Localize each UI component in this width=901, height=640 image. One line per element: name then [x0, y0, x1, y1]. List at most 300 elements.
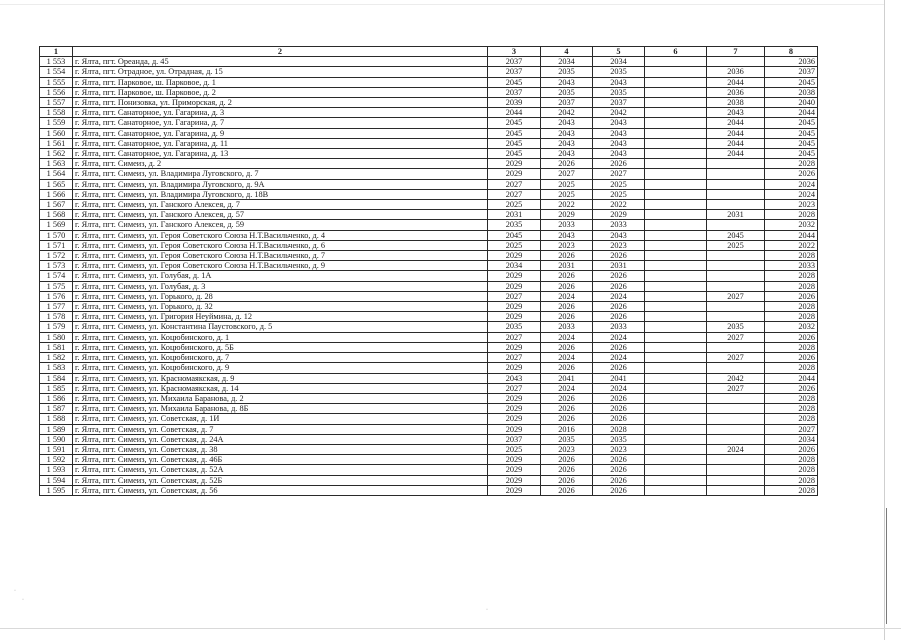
- row-number-cell: 1 590: [40, 434, 73, 444]
- year-cell: [645, 332, 707, 342]
- table-row: [40, 404, 818, 414]
- address-cell: г. Ялта, пгт. Симеиз, ул. Коцюбинского, д. 9: [73, 363, 488, 373]
- row-number-cell: 1 565: [40, 179, 73, 189]
- address-cell: г. Ялта, пгт. Санаторное, ул. Гагарина, д. 9: [73, 128, 488, 138]
- year-cell: 2022: [765, 240, 818, 250]
- year-cell: 2035: [707, 322, 765, 332]
- row-number-cell: 1 558: [40, 108, 73, 118]
- table-row: [40, 210, 818, 220]
- year-cell: [645, 87, 707, 97]
- year-cell: 2026: [765, 383, 818, 393]
- year-cell: [645, 444, 707, 454]
- year-cell: [645, 271, 707, 281]
- year-cell: [645, 485, 707, 495]
- table-row: [40, 108, 818, 118]
- year-cell: [645, 424, 707, 434]
- year-cell: 2037: [488, 67, 541, 77]
- address-cell: г. Ялта, пгт. Санаторное, ул. Гагарина, д. 11: [73, 138, 488, 148]
- year-cell: 2034: [541, 57, 593, 67]
- address-cell: г. Ялта, пгт. Симеиз, ул. Героя Советского Союза Н.Т.Васильченко, д. 9: [73, 261, 488, 271]
- year-cell: 2035: [593, 87, 645, 97]
- year-cell: 2035: [541, 87, 593, 97]
- row-number-cell: 1 573: [40, 261, 73, 271]
- year-cell: 2041: [593, 373, 645, 383]
- header-cell: 7: [707, 47, 765, 57]
- table-row: [40, 312, 818, 322]
- year-cell: [707, 281, 765, 291]
- year-cell: [707, 404, 765, 414]
- year-cell: [645, 98, 707, 108]
- year-cell: 2026: [765, 169, 818, 179]
- address-cell: г. Ялта, пгт. Симеиз, ул. Голубая, д. 1А: [73, 271, 488, 281]
- year-cell: 2029: [488, 475, 541, 485]
- year-cell: [707, 302, 765, 312]
- year-cell: [645, 291, 707, 301]
- year-cell: 2029: [488, 363, 541, 373]
- year-cell: 2026: [593, 302, 645, 312]
- year-cell: 2024: [541, 291, 593, 301]
- year-cell: 2028: [765, 210, 818, 220]
- year-cell: 2029: [488, 271, 541, 281]
- year-cell: 2024: [593, 383, 645, 393]
- year-cell: 2029: [488, 342, 541, 352]
- year-cell: 2027: [488, 179, 541, 189]
- table-row: [40, 353, 818, 363]
- row-number-cell: 1 588: [40, 414, 73, 424]
- year-cell: [645, 322, 707, 332]
- year-cell: 2045: [488, 128, 541, 138]
- year-cell: 2037: [488, 434, 541, 444]
- year-cell: [707, 455, 765, 465]
- address-cell: г. Ялта, пгт. Симеиз, ул. Ганского Алексея, д. 7: [73, 200, 488, 210]
- year-cell: 2045: [765, 149, 818, 159]
- year-cell: 2029: [541, 210, 593, 220]
- address-cell: г. Ялта, пгт. Симеиз, ул. Советская, д. 52Б: [73, 475, 488, 485]
- address-cell: г. Ялта, пгт. Симеиз, ул. Советская, д. 7: [73, 424, 488, 434]
- year-cell: 2023: [541, 240, 593, 250]
- year-cell: [645, 149, 707, 159]
- year-cell: 2026: [765, 444, 818, 454]
- table-row: [40, 179, 818, 189]
- address-cell: г. Ялта, пгт. Симеиз, ул. Героя Советского Союза Н.Т.Васильченко, д. 4: [73, 230, 488, 240]
- row-number-cell: 1 577: [40, 302, 73, 312]
- address-cell: г. Ялта, пгт. Симеиз, ул. Советская, д. 24А: [73, 434, 488, 444]
- address-cell: г. Ялта, пгт. Понизовка, ул. Приморская, д. 2: [73, 98, 488, 108]
- year-cell: 2026: [541, 281, 593, 291]
- table-row: [40, 455, 818, 465]
- year-cell: [645, 179, 707, 189]
- year-cell: 2023: [593, 240, 645, 250]
- header-cell: 5: [593, 47, 645, 57]
- year-cell: 2024: [593, 332, 645, 342]
- year-cell: [707, 475, 765, 485]
- row-number-cell: 1 555: [40, 77, 73, 87]
- row-number-cell: 1 580: [40, 332, 73, 342]
- year-cell: 2027: [707, 291, 765, 301]
- year-cell: 2037: [488, 87, 541, 97]
- page-right-edge: [884, 0, 885, 640]
- table-row: [40, 98, 818, 108]
- row-number-cell: 1 554: [40, 67, 73, 77]
- year-cell: 2036: [707, 67, 765, 77]
- year-cell: 2045: [765, 128, 818, 138]
- year-cell: [645, 455, 707, 465]
- address-cell: г. Ялта, пгт. Симеиз, ул. Константина Паустовского, д. 5: [73, 322, 488, 332]
- year-cell: 2025: [488, 240, 541, 250]
- year-cell: 2023: [541, 444, 593, 454]
- table-row: [40, 149, 818, 159]
- year-cell: 2025: [593, 189, 645, 199]
- year-cell: 2028: [765, 271, 818, 281]
- year-cell: 2026: [765, 353, 818, 363]
- year-cell: 2024: [593, 353, 645, 363]
- year-cell: 2028: [593, 424, 645, 434]
- year-cell: 2026: [541, 342, 593, 352]
- row-number-cell: 1 574: [40, 271, 73, 281]
- table-header-row: [40, 47, 818, 57]
- table-row: [40, 434, 818, 444]
- year-cell: 2034: [593, 57, 645, 67]
- year-cell: 2035: [541, 434, 593, 444]
- year-cell: 2033: [541, 322, 593, 332]
- table-row: [40, 485, 818, 495]
- address-cell: г. Ялта, пгт. Симеиз, ул. Коцюбинского, д. 7: [73, 353, 488, 363]
- year-cell: 2033: [765, 261, 818, 271]
- year-cell: 2026: [593, 485, 645, 495]
- year-cell: 2027: [488, 189, 541, 199]
- table-row: [40, 159, 818, 169]
- table-row: [40, 332, 818, 342]
- year-cell: 2025: [593, 179, 645, 189]
- year-cell: 2044: [707, 138, 765, 148]
- year-cell: 2026: [593, 393, 645, 403]
- table-row: [40, 128, 818, 138]
- table-row: [40, 291, 818, 301]
- year-cell: [707, 57, 765, 67]
- row-number-cell: 1 569: [40, 220, 73, 230]
- year-cell: 2024: [541, 353, 593, 363]
- address-cell: г. Ялта, пгт. Парковое, ш. Парковое, д. 1: [73, 77, 488, 87]
- year-cell: 2026: [593, 414, 645, 424]
- year-cell: 2044: [707, 77, 765, 87]
- year-cell: 2027: [541, 169, 593, 179]
- year-cell: 2028: [765, 251, 818, 261]
- row-number-cell: 1 567: [40, 200, 73, 210]
- row-number-cell: 1 563: [40, 159, 73, 169]
- year-cell: 2045: [707, 230, 765, 240]
- year-cell: 2036: [707, 87, 765, 97]
- year-cell: 2043: [593, 77, 645, 87]
- table-row: [40, 271, 818, 281]
- year-cell: 2035: [488, 220, 541, 230]
- year-cell: 2029: [488, 169, 541, 179]
- year-cell: 2032: [765, 322, 818, 332]
- year-cell: 2042: [541, 108, 593, 118]
- year-cell: 2033: [593, 322, 645, 332]
- year-cell: [707, 261, 765, 271]
- year-cell: [645, 128, 707, 138]
- row-number-cell: 1 560: [40, 128, 73, 138]
- row-number-cell: 1 575: [40, 281, 73, 291]
- year-cell: [707, 169, 765, 179]
- year-cell: [707, 220, 765, 230]
- year-cell: 2023: [593, 444, 645, 454]
- year-cell: [645, 373, 707, 383]
- year-cell: [645, 240, 707, 250]
- year-cell: [645, 302, 707, 312]
- year-cell: [645, 200, 707, 210]
- year-cell: 2026: [593, 465, 645, 475]
- year-cell: [645, 363, 707, 373]
- year-cell: [707, 414, 765, 424]
- year-cell: 2031: [488, 210, 541, 220]
- row-number-cell: 1 594: [40, 475, 73, 485]
- year-cell: 2035: [593, 434, 645, 444]
- year-cell: 2016: [541, 424, 593, 434]
- year-cell: 2026: [541, 465, 593, 475]
- table-row: [40, 230, 818, 240]
- year-cell: [645, 342, 707, 352]
- row-number-cell: 1 585: [40, 383, 73, 393]
- row-number-cell: 1 583: [40, 363, 73, 373]
- year-cell: 2037: [541, 98, 593, 108]
- year-cell: 2029: [488, 485, 541, 495]
- year-cell: 2025: [488, 200, 541, 210]
- year-cell: 2033: [541, 220, 593, 230]
- year-cell: 2034: [765, 434, 818, 444]
- row-number-cell: 1 584: [40, 373, 73, 383]
- year-cell: [707, 189, 765, 199]
- year-cell: 2044: [765, 108, 818, 118]
- year-cell: 2027: [488, 291, 541, 301]
- year-cell: [645, 57, 707, 67]
- table-row: [40, 200, 818, 210]
- year-cell: 2029: [488, 404, 541, 414]
- year-cell: 2025: [707, 240, 765, 250]
- year-cell: [645, 138, 707, 148]
- year-cell: [645, 414, 707, 424]
- table-row: [40, 251, 818, 261]
- row-number-cell: 1 553: [40, 57, 73, 67]
- year-cell: 2026: [541, 251, 593, 261]
- year-cell: [645, 404, 707, 414]
- year-cell: 2044: [707, 118, 765, 128]
- year-cell: 2043: [541, 138, 593, 148]
- year-cell: 2027: [593, 169, 645, 179]
- year-cell: [645, 159, 707, 169]
- year-cell: 2024: [707, 444, 765, 454]
- year-cell: 2044: [707, 128, 765, 138]
- year-cell: 2035: [541, 67, 593, 77]
- row-number-cell: 1 579: [40, 322, 73, 332]
- year-cell: 2043: [593, 149, 645, 159]
- row-number-cell: 1 562: [40, 149, 73, 159]
- year-cell: 2028: [765, 414, 818, 424]
- row-number-cell: 1 586: [40, 393, 73, 403]
- year-cell: [645, 261, 707, 271]
- address-cell: г. Ялта, пгт. Симеиз, ул. Михаила Баранова, д. 2: [73, 393, 488, 403]
- year-cell: 2026: [541, 485, 593, 495]
- year-cell: [707, 424, 765, 434]
- year-cell: 2025: [541, 189, 593, 199]
- year-cell: 2024: [541, 383, 593, 393]
- year-cell: 2026: [593, 455, 645, 465]
- year-cell: [707, 200, 765, 210]
- year-cell: 2045: [488, 149, 541, 159]
- year-cell: 2045: [488, 230, 541, 240]
- row-number-cell: 1 581: [40, 342, 73, 352]
- year-cell: [707, 179, 765, 189]
- year-cell: 2029: [593, 210, 645, 220]
- table-row: [40, 87, 818, 97]
- year-cell: [707, 159, 765, 169]
- year-cell: 2026: [541, 455, 593, 465]
- year-cell: 2022: [541, 200, 593, 210]
- year-cell: 2031: [541, 261, 593, 271]
- year-cell: 2033: [593, 220, 645, 230]
- table-row: [40, 373, 818, 383]
- year-cell: 2043: [541, 128, 593, 138]
- year-cell: 2043: [541, 118, 593, 128]
- address-cell: г. Ялта, пгт. Симеиз, ул. Советская, д. 38: [73, 444, 488, 454]
- row-number-cell: 1 589: [40, 424, 73, 434]
- address-cell: г. Ялта, пгт. Симеиз, ул. Ганского Алексея, д. 57: [73, 210, 488, 220]
- year-cell: 2028: [765, 302, 818, 312]
- year-cell: 2041: [541, 373, 593, 383]
- table-row: [40, 465, 818, 475]
- address-cell: г. Ялта, пгт. Санаторное, ул. Гагарина, д. 13: [73, 149, 488, 159]
- year-cell: 2028: [765, 404, 818, 414]
- year-cell: 2026: [593, 251, 645, 261]
- year-cell: [645, 67, 707, 77]
- year-cell: 2026: [593, 342, 645, 352]
- table-row: [40, 383, 818, 393]
- year-cell: 2037: [488, 57, 541, 67]
- address-cell: г. Ялта, пгт. Симеиз, ул. Коцюбинского, д. 1: [73, 332, 488, 342]
- year-cell: 2025: [541, 179, 593, 189]
- year-cell: 2026: [593, 271, 645, 281]
- year-cell: 2028: [765, 342, 818, 352]
- year-cell: 2026: [765, 332, 818, 342]
- table-row: [40, 67, 818, 77]
- table-row: [40, 261, 818, 271]
- header-cell: 6: [645, 47, 707, 57]
- address-cell: г. Ялта, пгт. Симеиз, ул. Красномаякская, д. 9: [73, 373, 488, 383]
- year-cell: 2045: [765, 77, 818, 87]
- address-cell: г. Ялта, пгт. Отрадное, ул. Отрадная, д. 15: [73, 67, 488, 77]
- year-cell: 2043: [541, 77, 593, 87]
- table-row: [40, 77, 818, 87]
- year-cell: 2029: [488, 393, 541, 403]
- address-cell: г. Ялта, пгт. Симеиз, ул. Героя Советского Союза Н.Т.Васильченко, д. 6: [73, 240, 488, 250]
- year-cell: 2029: [488, 424, 541, 434]
- year-cell: 2028: [765, 393, 818, 403]
- year-cell: 2028: [765, 455, 818, 465]
- year-cell: 2026: [593, 281, 645, 291]
- year-cell: 2026: [541, 414, 593, 424]
- year-cell: 2031: [593, 261, 645, 271]
- year-cell: 2029: [488, 455, 541, 465]
- table-row: [40, 220, 818, 230]
- year-cell: 2027: [488, 383, 541, 393]
- year-cell: 2026: [593, 363, 645, 373]
- address-cell: г. Ялта, пгт. Симеиз, ул. Владимира Луговского, д. 7: [73, 169, 488, 179]
- row-number-cell: 1 593: [40, 465, 73, 475]
- year-cell: 2037: [765, 67, 818, 77]
- year-cell: 2043: [593, 128, 645, 138]
- year-cell: 2028: [765, 281, 818, 291]
- row-number-cell: 1 572: [40, 251, 73, 261]
- year-cell: [645, 118, 707, 128]
- year-cell: 2043: [593, 138, 645, 148]
- year-cell: 2024: [765, 189, 818, 199]
- address-cell: г. Ялта, пгт. Санаторное, ул. Гагарина, д. 7: [73, 118, 488, 128]
- year-cell: 2028: [765, 363, 818, 373]
- year-cell: 2044: [765, 230, 818, 240]
- table-row: [40, 169, 818, 179]
- year-cell: 2038: [707, 98, 765, 108]
- year-cell: [645, 383, 707, 393]
- year-cell: 2026: [593, 312, 645, 322]
- year-cell: 2042: [707, 373, 765, 383]
- row-number-cell: 1 556: [40, 87, 73, 97]
- year-cell: 2026: [593, 404, 645, 414]
- page-top-edge: [0, 4, 884, 5]
- year-cell: 2026: [541, 302, 593, 312]
- year-cell: 2026: [541, 159, 593, 169]
- year-cell: 2029: [488, 414, 541, 424]
- row-number-cell: 1 568: [40, 210, 73, 220]
- year-cell: 2026: [541, 475, 593, 485]
- row-number-cell: 1 582: [40, 353, 73, 363]
- year-cell: 2024: [765, 179, 818, 189]
- year-cell: 2026: [765, 291, 818, 301]
- year-cell: 2045: [765, 138, 818, 148]
- row-number-cell: 1 570: [40, 230, 73, 240]
- address-cell: г. Ялта, пгт. Симеиз, ул. Героя Советского Союза Н.Т.Васильченко, д. 7: [73, 251, 488, 261]
- address-cell: г. Ялта, пгт. Симеиз, ул. Михаила Баранова, д. 8Б: [73, 404, 488, 414]
- table-row: [40, 342, 818, 352]
- year-cell: 2026: [541, 404, 593, 414]
- year-cell: [707, 312, 765, 322]
- year-cell: [645, 169, 707, 179]
- year-cell: 2026: [593, 159, 645, 169]
- row-number-cell: 1 576: [40, 291, 73, 301]
- table-row: [40, 118, 818, 128]
- row-number-cell: 1 564: [40, 169, 73, 179]
- year-cell: [645, 210, 707, 220]
- table-row: [40, 138, 818, 148]
- year-cell: [645, 475, 707, 485]
- row-number-cell: 1 592: [40, 455, 73, 465]
- address-cell: г. Ялта, пгт. Санаторное, ул. Гагарина, д. 3: [73, 108, 488, 118]
- year-cell: [645, 434, 707, 444]
- year-cell: 2024: [593, 291, 645, 301]
- year-cell: 2043: [707, 108, 765, 118]
- year-cell: 2029: [488, 159, 541, 169]
- table-row: [40, 475, 818, 485]
- address-cell: г. Ялта, пгт. Симеиз, д. 2: [73, 159, 488, 169]
- year-cell: 2032: [765, 220, 818, 230]
- table-row: [40, 444, 818, 454]
- year-cell: 2022: [593, 200, 645, 210]
- year-cell: 2038: [765, 87, 818, 97]
- address-cell: г. Ялта, пгт. Симеиз, ул. Владимира Луговского, д. 18В: [73, 189, 488, 199]
- year-cell: 2040: [765, 98, 818, 108]
- address-cell: г. Ялта, пгт. Симеиз, ул. Григория Неуймина, д. 12: [73, 312, 488, 322]
- year-cell: [645, 465, 707, 475]
- year-cell: 2031: [707, 210, 765, 220]
